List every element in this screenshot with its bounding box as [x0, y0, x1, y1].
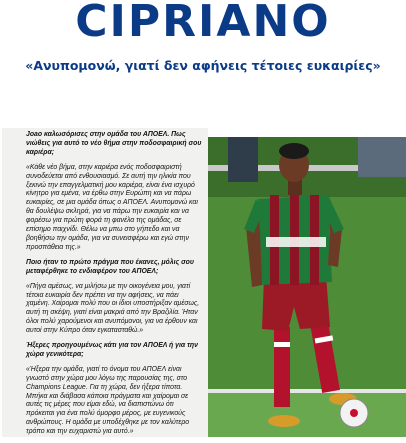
interview-answer: «Πήγα αμέσως, να μιλήσω με την οικογένεια μου, γιατί τέτοια ευκαιρία δεν πρέπει να την αφήσεις, να πάει χαμένη. Χαίρομαι πολύ που οι ίδιοι υποστήριξαν αμέσως, αυτή τη σκέψη, γιατί είναι μακριά από την Βραζιλία. Ήταν όλοι πολύ χαρούμενοι και ανυπόμονοι, για να έρθουν και αυτοί στην Κύπρο όταν εγκατασταθώ.» — [26, 282, 200, 335]
interview-question: Ποιο ήταν το πρώτο πράγμα που έκανες, μόλις σου μεταφέρθηκε το ενδιαφέρον του ΑΠΟΕΛ; — [26, 258, 194, 275]
title-band — [0, 0, 406, 46]
interview-question: Joao καλωσόρισες στην ομάδα του ΑΠΟΕΛ. Πως νιώθεις για αυτό το νέο θήμα στην ποδοσφαιρική σου καριέρα; — [26, 131, 202, 156]
interview-answer: «Κάθε νέο βήμα, στην καριέρα ενός ποδοσφαιριστή συνοδεύεται από ενθουσιασμό. Σε αυτή την ηλικία που ξεκινώ την επαγγελματική μου καριέρα, είναι ένα ισχυρό κίνητρο για εμένα, να έρθω στην Ευρώπη και να πάρω ευκαιρίες, σε μια ομάδα όπως ο ΑΠΟΕΛ. Ανυπομονώ και θα δουλέψω σκληρά, για να πάρω την ευκαιρία και να φορέσω για πρώτη φορά τη φανέλα της ομάδας, σε επίσημο παιχνίδι. Θέλω να μπω στο γήπεδο και να βοηθήσω την ομάδα, για να συνεισφέρω και εγώ στην προσπάθεια της.» — [26, 163, 198, 251]
interview-text — [26, 131, 202, 443]
interview-question: Ήξερες προηγουμένως κάτι για τον ΑΠΟΕΛ ή για την χώρα γενικότερα; — [26, 342, 198, 358]
player-illustration — [208, 137, 406, 437]
player-photo — [208, 137, 406, 437]
headline-quote: «Ανυπομονώ, γιατί δεν αφήνεις τέτοιες ευκαιρίες» — [25, 58, 381, 73]
interview-answer: «Ήξερα την ομάδα, γιατί το όνομα του ΑΠΟΕΛ είναι γνωστό στην χώρα μου λόγω της παρουσίας της, στο Champions League. Για τη χώρα, δεν ήξερα τίποτα. Μπήκα και διάβασα κάποια πράγματα και χαίρομαι σε αυτές τις μέρες που είμαι εδώ, να διαπιστώνω ότι πρόκειται για ένα πολύ όμορφο μέρος, με ευγενικούς ανθρώπους. Η ομάδα με υποδέχθηκε με τον καλύτερο τρόπο και την ευχαριστώ για αυτό.» — [26, 365, 190, 436]
page-title: CIPRIANO — [75, 0, 331, 46]
